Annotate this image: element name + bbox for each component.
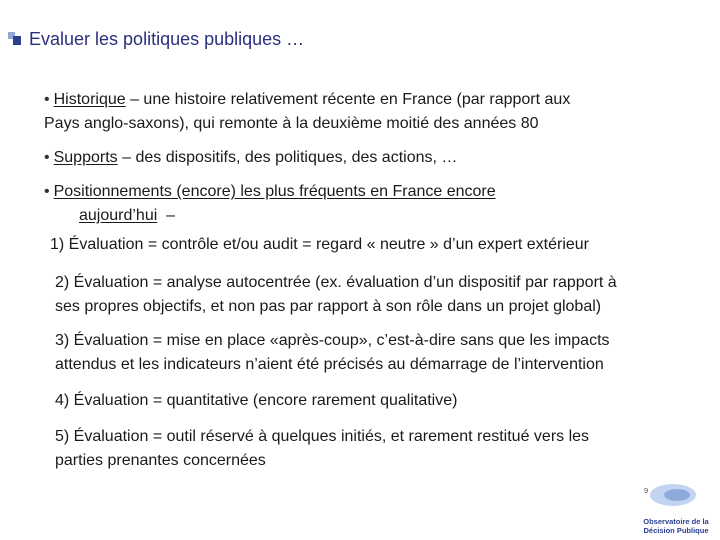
page-number: 9	[644, 486, 649, 495]
logo-line1: Observatoire de la	[643, 517, 709, 526]
bullet-historique	[44, 88, 570, 112]
term-aujourdhui: aujourd’hui	[79, 207, 158, 224]
title-bullet-icon	[8, 32, 21, 45]
bullet-positionnements-line2	[79, 204, 175, 228]
item-2-line1: 2) Évaluation = analyse autocentrée (ex. évaluation d’un dispositif par rapport à	[55, 274, 617, 291]
bullet-positionnements	[44, 180, 496, 204]
term-supports: Supports	[53, 149, 118, 166]
term-positionnements: Positionnements (encore) les plus fréquents en France encore	[53, 183, 496, 200]
item-3-line1: 3) Évaluation = mise en place «après-coup», c’est-à-dire sans que les impacts	[55, 332, 610, 349]
observatoire-logo	[642, 484, 710, 536]
bullet-dot-icon: •	[44, 183, 50, 200]
term-historique: Historique	[53, 91, 126, 108]
item-5-line2: parties prenantes concernées	[55, 452, 266, 469]
item-3-line2: attendus et les indicateurs n’aient été précisés au démarrage de l’intervention	[55, 356, 604, 373]
bullet-historique-line2: Pays anglo-saxons), qui remonte à la deuxième moitié des années 80	[44, 115, 539, 132]
item-2-line2: ses propres objectifs, et non pas par rapport à son rôle dans un projet global)	[55, 298, 602, 315]
item-4: 4) Évaluation = quantitative (encore rarement qualitative)	[55, 392, 458, 409]
item-5-line1: 5) Évaluation = outil réservé à quelques initiés, et rarement restitué vers les	[55, 428, 590, 445]
bullet-dot-icon: •	[44, 149, 50, 166]
item-1: 1) Évaluation = contrôle et/ou audit = regard « neutre » d’un expert extérieur	[50, 236, 590, 253]
bullet-dot-icon: •	[44, 91, 50, 108]
logo-line2: Décision Publique	[643, 526, 709, 535]
dash: –	[166, 207, 176, 224]
slide-title: Evaluer les politiques publiques …	[29, 29, 305, 49]
bullet-historique-text: – une histoire relativement récente en France (par rapport aux	[125, 91, 571, 108]
bullet-supports	[44, 146, 457, 170]
bullet-supports-text: – des dispositifs, des politiques, des actions, …	[117, 149, 458, 166]
